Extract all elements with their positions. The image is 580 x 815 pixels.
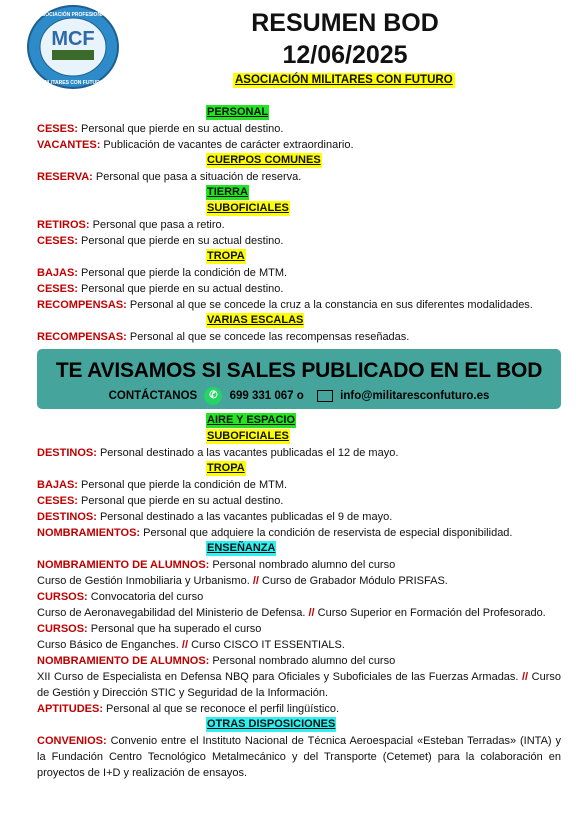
list-item: XII Curso de Especialista en Defensa NBQ para Oficiales y Suboficiales de las Fuerzas Armadas. // Curso de Gestión y Dirección STIC y Seguridad de la Información. [37,671,561,699]
heading-cuerpos-comunes: CUERPOS COMUNES [207,154,321,166]
heading-varias-escalas: VARIAS ESCALAS [207,314,304,326]
logo-ring-bottom: MILITARES CON FUTURO [42,80,104,86]
heading-otras-disposiciones: OTRAS DISPOSICIONES [207,718,336,730]
list-item: VACANTES: Publicación de vacantes de carácter extraordinario. [37,139,354,151]
heading-tierra-suboficiales: SUBOFICIALES [207,202,289,214]
list-item: BAJAS: Personal que pierde la condición de MTM. [37,479,288,491]
list-item: RECOMPENSAS: Personal al que se concede la cruz a la constancia en sus diferentes modalidades. [37,299,533,311]
logo-ring-top: ASOCIACIÓN PROFESIONAL [38,12,108,18]
list-item: CURSOS: Convocatoria del curso [37,591,204,603]
list-item: DESTINOS: Personal destinado a las vacantes publicadas el 12 de mayo. [37,447,399,459]
contact-label: CONTÁCTANOS [108,390,198,403]
bod-content [37,105,561,781]
list-item: NOMBRAMIENTO DE ALUMNOS: Personal nombrado alumno del curso [37,655,396,667]
contact-email[interactable]: info@militaresconfuturo.es [340,390,490,403]
heading-tierra: TIERRA [207,186,248,198]
heading-tierra-tropa: TROPA [207,250,245,262]
list-item: BAJAS: Personal que pierde la condición de MTM. [37,267,288,279]
page-title: RESUMEN BOD [251,9,439,37]
list-item: Curso de Aeronavegabilidad del Ministerio de Defensa. // Curso Superior en Formación del Profesorado. [37,607,546,619]
list-item: Curso de Gestión Inmobiliaria y Urbanismo. // Curso de Grabador Módulo PRISFAS. [37,575,448,587]
list-item: RECOMPENSAS: Personal al que se concede las recompensas reseñadas. [37,331,410,343]
list-item: NOMBRAMIENTOS: Personal que adquiere la condición de reservista de especial disponibilidad. [37,527,513,539]
logo-initials: MCF [51,28,95,50]
heading-personal: PERSONAL [207,106,269,118]
list-item: CURSOS: Personal que ha superado el curso [37,623,262,635]
list-item: CESES: Personal que pierde en su actual destino. [37,283,284,295]
heading-aire-tropa: TROPA [207,462,245,474]
list-item: RESERVA: Personal que pasa a situación de reserva. [37,171,302,183]
list-item: RETIROS: Personal que pasa a retiro. [37,219,225,231]
heading-ensenanza: ENSEÑANZA [207,542,276,554]
association-name: ASOCIACIÓN MILITARES CON FUTURO [235,74,453,86]
list-item: DESTINOS: Personal destinado a las vacantes publicadas el 9 de mayo. [37,511,393,523]
whatsapp-icon: ✆ [204,387,222,405]
publicity-banner [37,349,561,409]
list-item: Curso Básico de Enganches. // Curso CISCO IT ESSENTIALS. [37,639,345,651]
heading-aire-suboficiales: SUBOFICIALES [207,430,289,442]
list-item: CESES: Personal que pierde en su actual destino. [37,495,284,507]
list-item: NOMBRAMIENTO DE ALUMNOS: Personal nombrado alumno del curso [37,559,396,571]
list-item: APTITUDES: Personal al que se reconoce el perfil lingüístico. [37,703,340,715]
list-item: CONVENIOS: Convenio entre el Instituto Nacional de Técnica Aeroespacial «Esteban Terradas» (INTA) y la Fundación Centro Tecnológico Metalmecánico y del Transporte (Cetemet) para la colaboración en proyectos de I+D y realización de ensayos. [37,735,561,779]
contact-phone[interactable]: 699 331 067 o [229,390,304,403]
banner-contact [37,387,561,405]
page-date: 12/06/2025 [282,41,408,69]
list-item: CESES: Personal que pierde en su actual destino. [37,235,284,247]
banner-title: TE AVISAMOS SI SALES PUBLICADO EN EL BOD [55,359,543,382]
list-item: CESES: Personal que pierde en su actual destino. [37,123,284,135]
heading-aire-espacio: AIRE Y ESPACIO [207,414,296,426]
mail-icon [317,390,333,402]
